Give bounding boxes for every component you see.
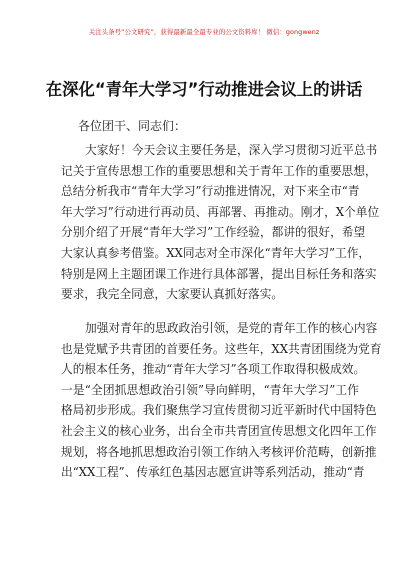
paragraph-line: 出“XX工程”、传承红色基因志愿宣讲等系列活动，推动“青 <box>61 465 365 480</box>
paragraph-line: 年大学习”行动进行再动员、再部署、再推动。刚才，X个单位 <box>61 204 380 219</box>
paragraph-1 <box>61 140 380 305</box>
paragraph-line: 分别介绍了开展“青年大学习”工作经验，都讲的很好，希望 <box>61 225 366 240</box>
paragraph-line: 总结分析我市“青年大学习”行动推进情况，对下来全市“青 <box>61 184 360 199</box>
paragraph-line: 记关于宣传思想工作的重要思想和关于青年工作的重要思想， <box>61 163 377 178</box>
paragraph-line: 规划，将各地抓思想政治引领工作纳入考核评价范畴，创新推 <box>61 444 377 459</box>
paragraph-line: 社会主义的核心业务，出台全市共青团宣传思想文化四年工作 <box>61 423 377 438</box>
paragraph-line: 格局初步形成。我们聚焦学习宣传贯彻习近平新时代中国特色 <box>61 403 377 418</box>
salutation: 各位团干、同志们： <box>78 119 187 133</box>
paragraph-line: 加强对青年的思政政治引领，是党的青年工作的核心内容 <box>85 321 378 335</box>
paragraph-line: 特别是网上主题团课工作进行具体部署，提出目标任务和落实 <box>61 266 377 281</box>
paragraph-line: 要求，我完全同意，大家要认真抓好落实。 <box>61 287 284 302</box>
paragraph-line: 一是“全团抓思想政治引领”导向鲜明，“青年大学习”工作 <box>61 382 359 397</box>
paragraph-line: 大家好！今天会议主要任务是，深入学习贯彻习近平总书 <box>85 143 378 157</box>
paragraph-line: 人的根本任务，推动“青年大学习”各项工作取得积极成效。 <box>61 362 366 377</box>
paragraph-2 <box>61 318 382 483</box>
header-promo-banner: 关注头条号“公文研究”，获得最新最全最专业的公文资料库！ 微信：gongwenz <box>88 28 320 36</box>
document-title: 在深化“青年大学习”行动推进会议上的讲话 <box>45 80 363 99</box>
paragraph-line: 大家认真参考借鉴。XX同志对全市深化“青年大学习”工作， <box>61 245 371 260</box>
paragraph-line: 也是党赋予共青团的首要任务。这些年，XX共青团围绕为党育 <box>61 341 382 356</box>
